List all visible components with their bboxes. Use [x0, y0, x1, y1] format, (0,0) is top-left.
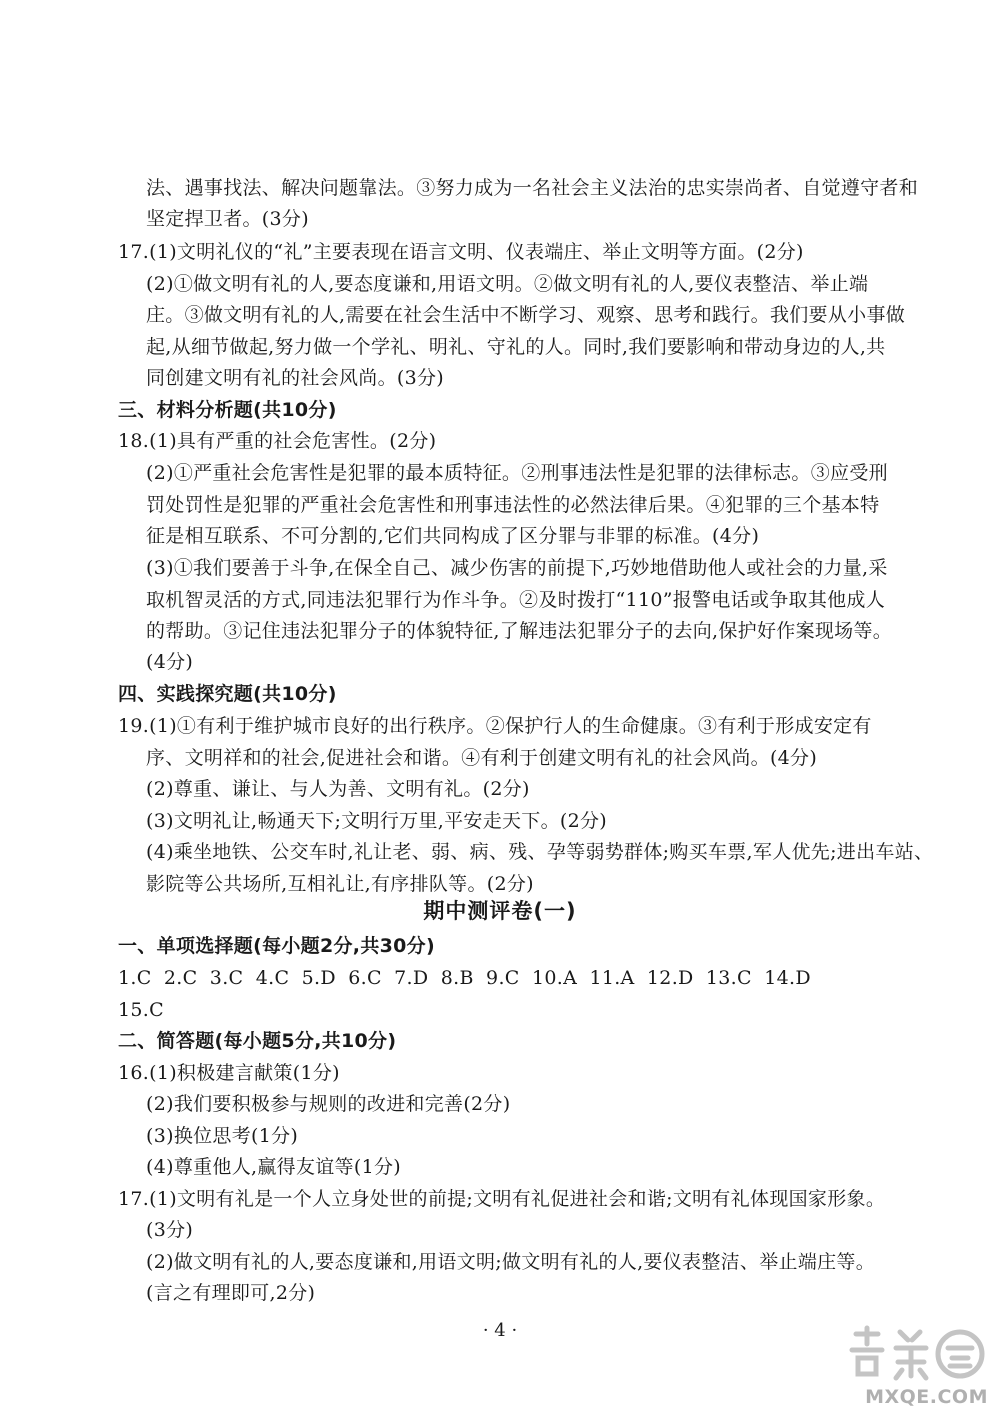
- section-heading-single-choice: 一、单项选择题(每小题2分,共30分): [118, 935, 435, 957]
- text-line: (2)尊重、谦让、与人为善、文明有礼。(2分): [146, 778, 530, 800]
- text-line: (4)尊重他人,赢得友谊等(1分): [146, 1156, 401, 1178]
- text-line: (4分): [146, 651, 194, 673]
- text-line: 庄。③做文明有礼的人,需要在社会生活中不断学习、观察、思考和践行。我们要从小事做: [146, 304, 906, 326]
- section-heading-short-answer: 二、简答题(每小题5分,共10分): [118, 1030, 397, 1052]
- text-line: (2)①严重社会危害性是犯罪的最本质特征。②刑事违法性是犯罪的法律标志。③应受刑: [146, 462, 888, 484]
- choice-answers-continued: 15.C: [118, 999, 164, 1021]
- watermark-url: MXQE.COM: [865, 1386, 988, 1408]
- section-heading-practice-inquiry: 四、实践探究题(共10分): [118, 683, 337, 705]
- text-line: 取机智灵活的方式,同违法犯罪行为作斗争。②及时拨打“110”报警电话或争取其他成人: [146, 589, 886, 611]
- text-line: (3)①我们要善于斗争,在保全自己、减少伤害的前提下,巧妙地借助他人或社会的力量,采: [146, 557, 888, 579]
- text-line: 坚定捍卫者。(3分): [146, 208, 309, 230]
- question-16-part-1: 16.(1)积极建言献策(1分): [118, 1062, 340, 1084]
- section-heading-material-analysis: 三、材料分析题(共10分): [118, 399, 337, 421]
- text-line: 征是相互联系、不可分割的,它们共同构成了区分罪与非罪的标准。(4分): [146, 525, 760, 547]
- text-line: (2)①做文明有礼的人,要态度谦和,用语文明。②做文明有礼的人,要仪表整洁、举止端: [146, 273, 869, 295]
- question-17-part-1: 17.(1)文明礼仪的“礼”主要表现在语言文明、仪表端庄、举止文明等方面。(2分): [118, 241, 804, 263]
- text-line: 序、文明祥和的社会,促进社会和谐。④有利于创建文明有礼的社会风尚。(4分): [146, 747, 818, 769]
- question-18-part-1: 18.(1)具有严重的社会危害性。(2分): [118, 430, 437, 452]
- text-line: (2)我们要积极参与规则的改进和完善(2分): [146, 1093, 511, 1115]
- text-line: 起,从细节做起,努力做一个学礼、明礼、守礼的人。同时,我们要影响和带动身边的人,共: [146, 336, 886, 358]
- text-line: 影院等公共场所,互相礼让,有序排队等。(2分): [146, 873, 534, 895]
- text-line: 的帮助。③记住违法犯罪分子的体貌特征,了解违法犯罪分子的去向,保护好作案现场等。: [146, 620, 893, 642]
- question-17-midterm-part-1: 17.(1)文明有礼是一个人立身处世的前提;文明有礼促进社会和谐;文明有礼体现国家形象。: [118, 1188, 886, 1210]
- choice-answers: 1.C 2.C 3.C 4.C 5.D 6.C 7.D 8.B 9.C 10.A 11.A 12.D 13.C 14.D: [118, 967, 811, 989]
- text-line: (言之有理即可,2分): [146, 1282, 316, 1304]
- text-line: (3)换位思考(1分): [146, 1125, 299, 1147]
- midterm-title: 期中测评卷(一): [423, 899, 577, 923]
- text-line: 同创建文明有礼的社会风尚。(3分): [146, 367, 445, 389]
- watermark: [838, 1320, 988, 1408]
- question-19-part-1: 19.(1)①有利于维护城市良好的出行秩序。②保护行人的生命健康。③有利于形成安定有: [118, 715, 872, 737]
- text-line: 法、遇事找法、解决问题靠法。③努力成为一名社会主义法治的忠实崇尚者、自觉遵守者和: [146, 177, 919, 199]
- text-line: (3)文明礼让,畅通天下;文明行万里,平安走天下。(2分): [146, 810, 608, 832]
- page-number: · 4 ·: [482, 1320, 518, 1341]
- text-line: (3分): [146, 1219, 194, 1241]
- text-line: (2)做文明有礼的人,要态度谦和,用语文明;做文明有礼的人,要仪表整洁、举止端庄等。: [146, 1251, 876, 1273]
- watermark-logo-icon: [838, 1320, 988, 1382]
- text-line: 罚处罚性是犯罪的严重社会危害性和刑事违法性的必然法律后果。④犯罪的三个基本特: [146, 494, 880, 516]
- text-line: (4)乘坐地铁、公交车时,礼让老、弱、病、残、孕等弱势群体;购买车票,军人优先;进出车站、: [146, 841, 934, 863]
